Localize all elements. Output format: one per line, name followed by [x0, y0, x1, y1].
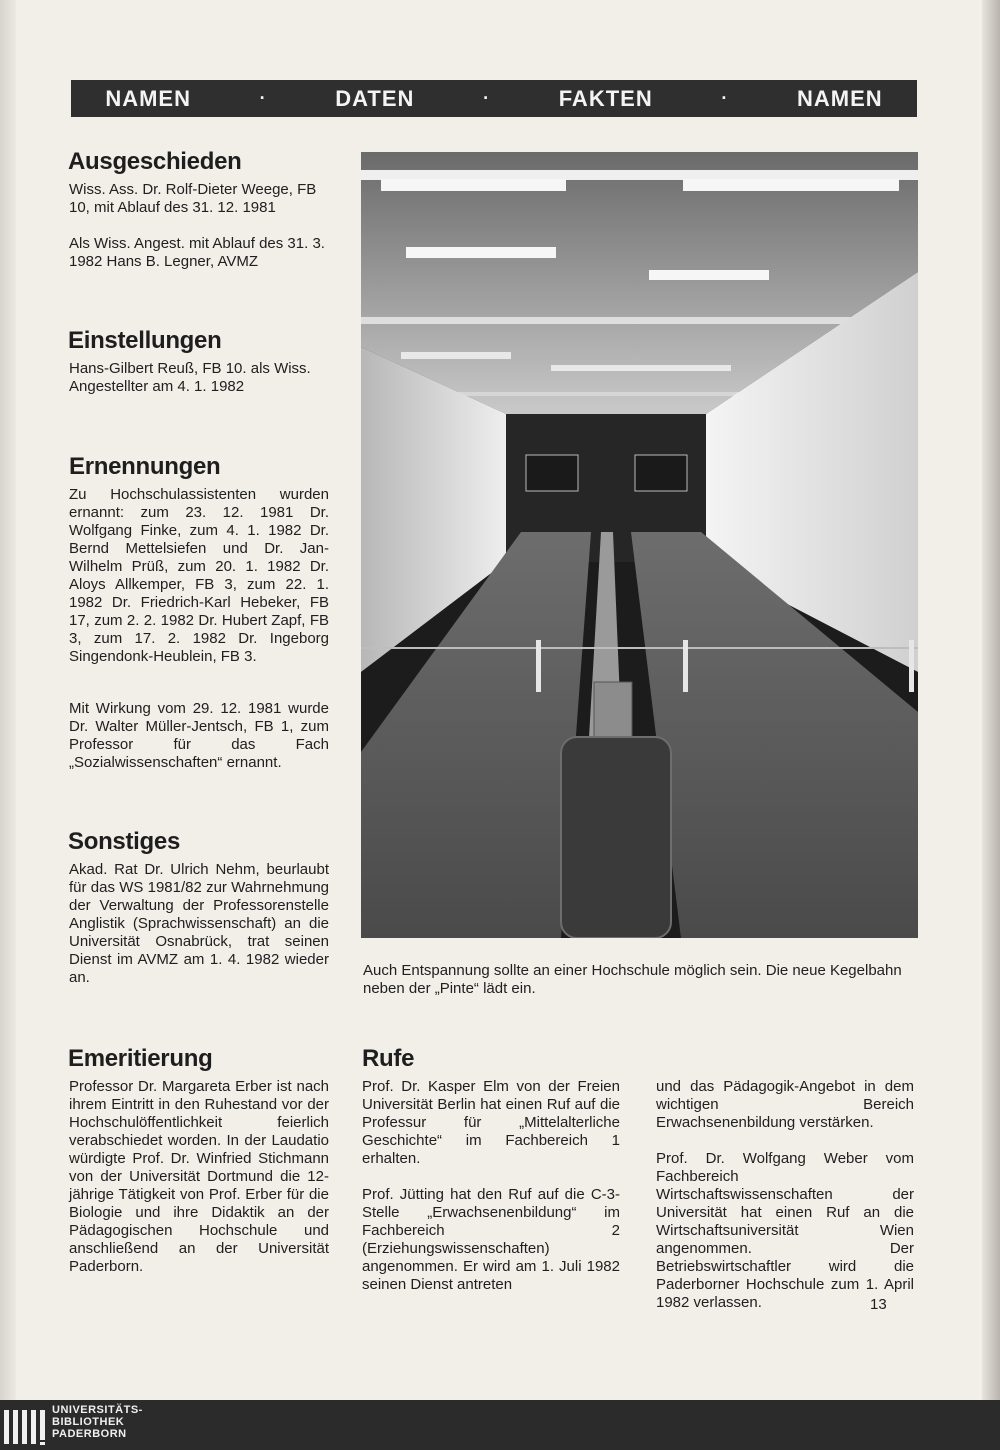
heading-sonstiges: Sonstiges	[68, 828, 180, 855]
paragraph-ernennungen-1: Zu Hochschulassistenten wurden ernannt: zum 23. 12. 1981 Dr. Wolfgang Finke, zum 4. 1. 1982 Dr. Bernd Mettelsiefen und Dr. Jan-Wilhelm Prüß, zum 20. 1. 1982 Dr. Aloys Allkemper, FB 3, zum 22. 1. 1982 Dr. Friedrich-Karl Hebeker, FB 17, zum 2. 2. 1982 Dr. Hubert Zapf, FB 3, zum 17. 2. 1982 Dr. Ingeborg Singendonk-Heublein, FB 3.	[69, 486, 329, 665]
heading-einstellungen: Einstellungen	[68, 327, 222, 354]
banner-item: FAKTEN	[558, 85, 653, 111]
heading-ausgeschieden: Ausgeschieden	[68, 148, 242, 175]
photo-caption: Auch Entspannung sollte an einer Hochschule möglich sein. Die neue Kegelbahn neben der „Pinte“ lädt ein.	[363, 962, 902, 997]
library-footer	[0, 1400, 1000, 1450]
paragraph-rufe-4: Prof. Dr. Wolfgang Weber vom Fachbereich Wirtschaftswissenschaften der Universität hat einen Ruf an die Wirtschaftsuniversität Wien angenommen. Der Betriebswirtschaftler wird die Paderborner Hochschule zum 1. April 1982 verlassen.	[656, 1150, 914, 1311]
library-name-line: UNIVERSITÄTS-	[52, 1404, 143, 1416]
banner-item: DATEN	[335, 85, 415, 111]
heading-rufe: Rufe	[362, 1045, 415, 1072]
paragraph-rufe-1: Prof. Dr. Kasper Elm von der Freien Universität Berlin hat einen Ruf auf die Professur für „Mittelalterliche Geschichte“ im Fachbereich 1 erhalten.	[362, 1078, 620, 1167]
section-banner	[71, 80, 917, 117]
banner-separator: ·	[483, 88, 491, 108]
paragraph-sonstiges: Akad. Rat Dr. Ulrich Nehm, beurlaubt für das WS 1981/82 zur Wahrnehmung der Verwaltung der Professorenstelle Anglistik (Sprachwissenschaft) an die Universität Osnabrück, trat seinen Dienst im AVMZ am 1. 4. 1982 wieder an.	[69, 861, 329, 986]
banner-item: NAMEN	[796, 85, 883, 111]
paragraph-emeritierung: Professor Dr. Margareta Erber ist nach ihrem Eintritt in den Ruhestand vor der Hochschulöffentlichkeit feierlich verabschiedet worden. In der Laudatio würdigte Prof. Dr. Winfried Stichmann von der Universität Dortmund die 12-jährige Tätigkeit von Prof. Erber für die Biologie und ihre Didaktik an der Pädagogischen Hochschule und anschließend an der Universität Paderborn.	[69, 1078, 329, 1275]
banner-separator: ·	[259, 88, 267, 108]
paragraph-rufe-3: und das Pädagogik-Angebot in dem wichtigen Bereich Erwachsenenbildung verstärken.	[656, 1078, 914, 1131]
page-number: 13	[870, 1296, 887, 1313]
page-edge	[982, 0, 1000, 1400]
banner-item: NAMEN	[105, 85, 191, 111]
heading-emeritierung: Emeritierung	[68, 1045, 213, 1072]
bowling-alley-photo	[361, 152, 918, 938]
bowling-alley-illustration	[361, 152, 918, 938]
paragraph-ernennungen-2: Mit Wirkung vom 29. 12. 1981 wurde Dr. Walter Müller-Jentsch, FB 1, zum Professor für das Fach „Sozialwissenschaften“ ernannt.	[69, 700, 329, 771]
page-gutter	[0, 0, 16, 1400]
paragraph-rufe-2: Prof. Jütting hat den Ruf auf die C-3-Stelle „Erwachsenenbildung“ im Fachbereich 2 (Erziehungswissenschaften) angenommen. Er wird am 1. Juli 1982 seinen Dienst antreten	[362, 1186, 620, 1293]
paragraph-ausgeschieden-1: Wiss. Ass. Dr. Rolf-Dieter Weege, FB 10, mit Ablauf des 31. 12. 1981	[69, 181, 317, 216]
heading-ernennungen: Ernennungen	[69, 453, 221, 480]
library-name-line: PADERBORN	[52, 1428, 127, 1440]
library-logo-icon	[4, 1406, 46, 1446]
library-name	[52, 1404, 143, 1440]
paragraph-einstellungen: Hans-Gilbert Reuß, FB 10. als Wiss. Angestellter am 4. 1. 1982	[69, 360, 311, 395]
banner-separator: ·	[721, 88, 729, 108]
library-name-line: BIBLIOTHEK	[52, 1416, 125, 1428]
paragraph-ausgeschieden-2: Als Wiss. Angest. mit Ablauf des 31. 3. 1982 Hans B. Legner, AVMZ	[69, 235, 325, 270]
